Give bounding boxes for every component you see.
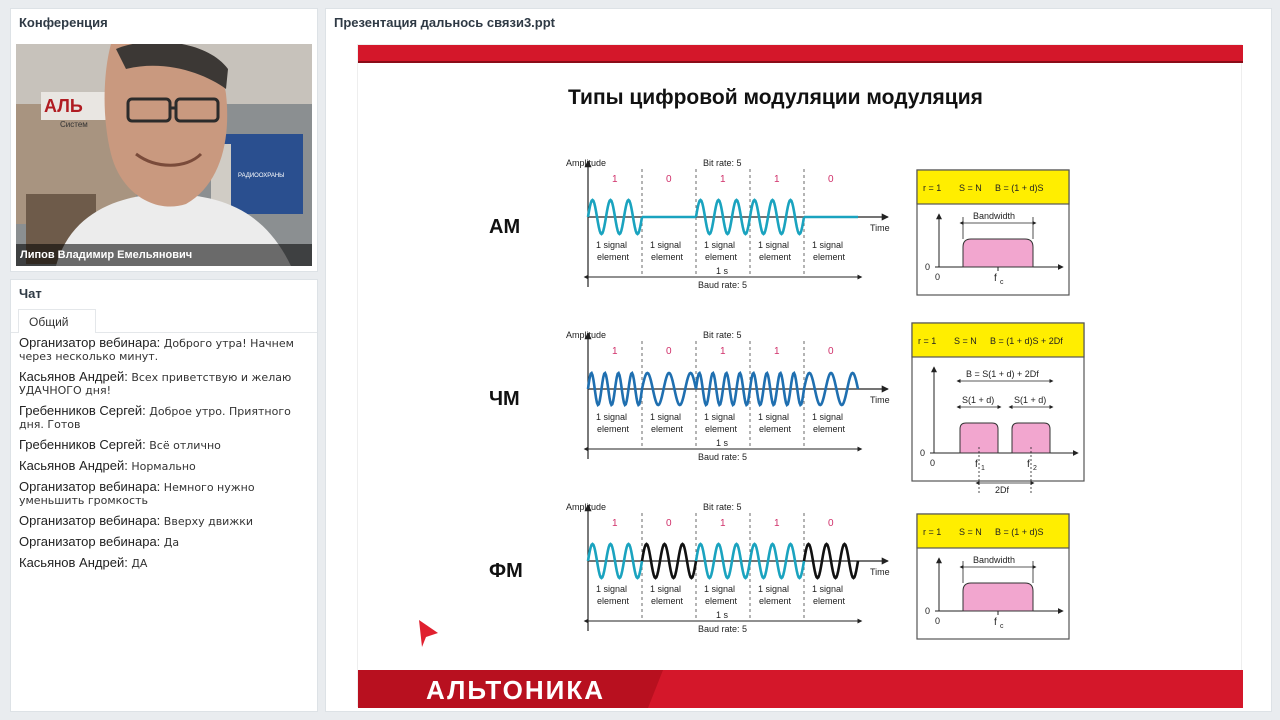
message-author: Касьянов Андрей: (19, 555, 128, 570)
message-text: Вверху движки (163, 515, 254, 528)
signal-wave (588, 200, 642, 234)
message-author: Касьянов Андрей: (19, 369, 128, 384)
modulation-row (489, 323, 1084, 495)
signal-element-label: element (651, 252, 684, 262)
signal-element-label: 1 signal (812, 412, 844, 422)
video-participant-name: Липов Владимир Емельянович (16, 244, 312, 266)
time-label: Time (870, 395, 890, 405)
video-scene (16, 44, 312, 266)
signal-element-label: 1 signal (758, 240, 790, 250)
bit-value: 0 (828, 346, 834, 357)
bit-rate-label: Bit rate: 5 (703, 158, 742, 168)
signal-element-label: element (705, 424, 738, 434)
signal-wave (750, 200, 804, 234)
modulation-label: ФМ (489, 560, 523, 582)
bit-value: 0 (828, 518, 834, 529)
chat-message-list[interactable] (19, 336, 311, 577)
chat-title: Чат (19, 286, 42, 301)
signal-element-label: 1 signal (650, 412, 682, 422)
signal-element-label: 1 signal (650, 240, 682, 250)
chat-message (19, 480, 311, 507)
message-author: Гребенников Сергей: (19, 403, 146, 418)
signal-element-label: 1 signal (596, 584, 628, 594)
bw-zero: 0 (935, 272, 941, 282)
bw-zero: 0 (920, 448, 926, 458)
s-formula: S = N (959, 183, 982, 193)
r-formula: r = 1 (923, 183, 942, 193)
signal-element-label: element (705, 252, 738, 262)
fc-label: f (994, 617, 997, 628)
r-formula: r = 1 (918, 336, 937, 346)
b-formula: B = (1 + d)S (995, 527, 1044, 537)
f1-label: f (975, 459, 978, 470)
signal-element-label: 1 signal (704, 412, 736, 422)
bit-value: 1 (720, 518, 726, 529)
signal-wave (804, 544, 858, 578)
chat-message (19, 556, 311, 570)
slide-top-bar (358, 45, 1243, 63)
chat-message (19, 336, 311, 363)
band-shape (963, 239, 1033, 267)
bw-zero: 0 (925, 606, 931, 616)
amplitude-label: Amplitude (566, 330, 607, 340)
bit-rate-label: Bit rate: 5 (703, 502, 742, 512)
f2-label: f (1027, 459, 1030, 470)
message-text: Доброе утро. Приятного дня. Готов (19, 405, 291, 431)
message-author: Организатор вебинара: (19, 534, 161, 549)
wall-banner: РАДИООХРАНЫ (238, 173, 285, 179)
signal-element-label: 1 signal (704, 584, 736, 594)
modulation-rows (489, 158, 1084, 639)
modulation-row (489, 502, 1069, 639)
signal-element-label: element (651, 596, 684, 606)
bit-value: 1 (774, 518, 780, 529)
signal-element-label: element (813, 424, 846, 434)
signal-element-label: element (597, 252, 630, 262)
bit-value: 0 (666, 174, 672, 185)
message-author: Организатор вебинара: (19, 335, 161, 350)
r-formula: r = 1 (923, 527, 942, 537)
bw-zero: 0 (935, 616, 941, 626)
chat-message (19, 514, 311, 528)
s2-label: S(1 + d) (1014, 395, 1047, 405)
slide (357, 44, 1242, 707)
pointer-cursor-icon (419, 620, 438, 647)
bit-value: 1 (774, 174, 780, 185)
signal-element-label: element (705, 596, 738, 606)
conference-panel (10, 8, 318, 272)
signal-element-label: 1 signal (650, 584, 682, 594)
bandwidth-label: Bandwidth (973, 555, 1016, 565)
signal-wave (642, 544, 696, 578)
message-author: Гребенников Сергей: (19, 437, 146, 452)
message-author: Организатор вебинара: (19, 513, 161, 528)
presentation-panel (325, 8, 1272, 712)
s1-label: S(1 + d) (962, 395, 995, 405)
chat-message (19, 438, 311, 452)
one-second-label: 1 s (716, 438, 729, 448)
signal-element-label: element (759, 596, 792, 606)
signal-element-label: element (597, 596, 630, 606)
fc-label: f (994, 273, 997, 284)
chat-message (19, 404, 311, 431)
chat-message (19, 535, 311, 549)
wall-logo: АЛЬ (44, 96, 83, 116)
signal-element-label: 1 signal (812, 240, 844, 250)
chat-tabs (11, 309, 317, 333)
bit-value: 0 (828, 174, 834, 185)
time-label: Time (870, 567, 890, 577)
chat-panel (10, 279, 318, 712)
brand-logo: АЛЬТОНИКА (426, 675, 605, 705)
signal-element-label: element (813, 252, 846, 262)
signal-wave (750, 544, 804, 578)
fc-sub-label: c (1000, 279, 1004, 286)
df-label: 2Df (995, 485, 1010, 495)
message-text: ДА (131, 557, 148, 570)
message-text: Всё отлично (149, 439, 221, 452)
bit-value: 0 (666, 518, 672, 529)
signal-element-label: 1 signal (704, 240, 736, 250)
video-feed[interactable] (16, 44, 312, 266)
s-formula: S = N (959, 527, 982, 537)
time-label: Time (870, 223, 890, 233)
b-formula: B = (1 + d)S (995, 183, 1044, 193)
baud-rate-label: Baud rate: 5 (698, 280, 748, 290)
baud-rate-label: Baud rate: 5 (698, 624, 748, 634)
signal-element-label: 1 signal (758, 412, 790, 422)
amplitude-label: Amplitude (566, 502, 607, 512)
message-text: Немного нужно уменьшить громкость (19, 481, 255, 507)
s-formula: S = N (954, 336, 977, 346)
signal-element-label: element (651, 424, 684, 434)
one-second-label: 1 s (716, 266, 729, 276)
band-shape (963, 583, 1033, 611)
message-text: Да (163, 536, 180, 549)
message-author: Организатор вебинара: (19, 479, 161, 494)
signal-wave (696, 544, 750, 578)
bandwidth-label: Bandwidth (973, 211, 1016, 221)
amplitude-label: Amplitude (566, 158, 607, 168)
f1-sub-label: 1 (981, 465, 985, 472)
baud-rate-label: Baud rate: 5 (698, 452, 748, 462)
tab-general[interactable]: Общий (18, 309, 96, 333)
bit-rate-label: Bit rate: 5 (703, 330, 742, 340)
signal-element-label: 1 signal (812, 584, 844, 594)
bit-value: 1 (612, 174, 618, 185)
signal-element-label: 1 signal (758, 584, 790, 594)
slide-heading: Типы цифровой модуляции модуляция (568, 86, 983, 109)
message-text: Доброго утра! Начнем через несколько минут. (19, 337, 294, 363)
chat-message (19, 459, 311, 473)
signal-element-label: element (597, 424, 630, 434)
modulation-label: АМ (489, 216, 521, 238)
wall-sign: Систем (60, 120, 88, 129)
chat-message (19, 370, 311, 397)
signal-element-label: element (813, 596, 846, 606)
signal-element-label: 1 signal (596, 412, 628, 422)
bit-value: 1 (612, 518, 618, 529)
fc-sub-label: c (1000, 623, 1004, 630)
signal-wave (696, 200, 750, 234)
f2-sub-label: 2 (1033, 465, 1037, 472)
signal-element-label: element (759, 252, 792, 262)
bit-value: 0 (666, 346, 672, 357)
bit-value: 1 (720, 346, 726, 357)
signal-wave (588, 544, 642, 578)
signal-element-label: element (759, 424, 792, 434)
bit-value: 1 (612, 346, 618, 357)
bit-value: 1 (774, 346, 780, 357)
conference-title: Конференция (19, 15, 108, 30)
bit-value: 1 (720, 174, 726, 185)
bw-zero: 0 (930, 458, 936, 468)
bw-zero: 0 (925, 262, 931, 272)
modulation-row (489, 158, 1069, 295)
message-text: Нормально (131, 460, 196, 473)
total-bw-label: B = S(1 + d) + 2Df (966, 369, 1039, 379)
one-second-label: 1 s (716, 610, 729, 620)
b-formula: B = (1 + d)S + 2Df (990, 336, 1063, 346)
signal-element-label: 1 signal (596, 240, 628, 250)
presentation-title: Презентация дальнось связи3.ppt (334, 15, 555, 30)
message-author: Касьянов Андрей: (19, 458, 128, 473)
message-text: Всех приветствую и желаю УДАЧНОГО дня! (19, 371, 292, 397)
modulation-label: ЧМ (489, 388, 520, 410)
slide-canvas (358, 45, 1243, 708)
